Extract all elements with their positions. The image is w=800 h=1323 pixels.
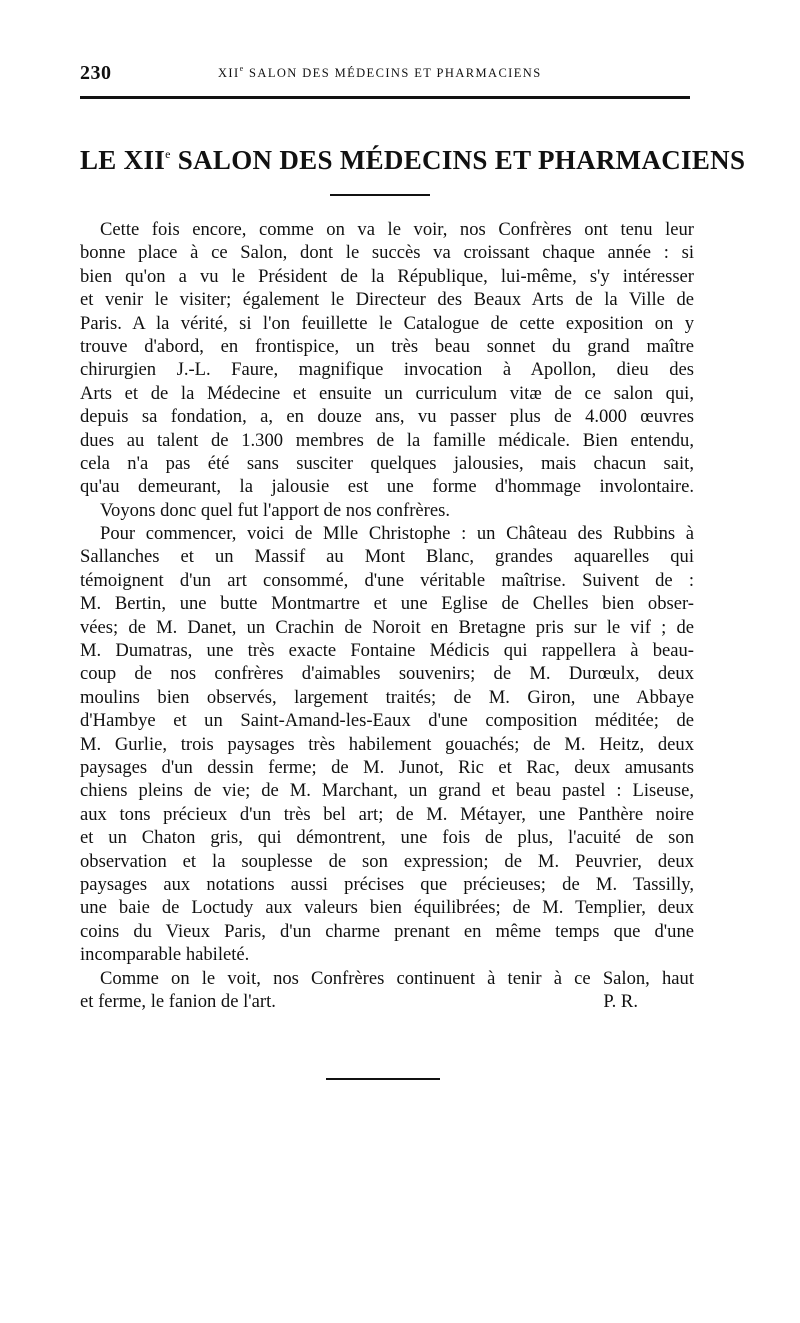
text-line: témoignent d'un art consommé, d'une véritable maîtrise. Suivent de : (80, 569, 694, 591)
text-line: trouve d'abord, en frontispice, un très beau sonnet du grand maître (80, 335, 694, 357)
text-line: et un Chaton gris, qui démontrent, une fois de plus, l'acuité de son (80, 827, 694, 849)
text-line: coins du Vieux Paris, d'un charme prenant en même temps que d'une (80, 920, 694, 942)
text-line: Voyons donc quel fut l'apport de nos confrères. (100, 499, 451, 521)
text-line: Paris. A la vérité, si l'on feuillette le Catalogue de cette exposition on y (80, 312, 694, 334)
text-line: d'Hambye et un Saint-Amand-les-Eaux d'une composition méditée; de (80, 710, 694, 732)
text-line: incomparable habileté. (80, 944, 250, 966)
article-title (80, 145, 746, 176)
article-title-rest: SALON DES MÉDECINS ET PHARMACIENS (170, 145, 746, 175)
text-line: bien qu'on a vu le Président de la République, lui-même, s'y intéresser (80, 265, 694, 287)
text-line: Cette fois encore, comme on va le voir, nos Confrères ont tenu leur (100, 219, 694, 240)
running-title-prefix: XII (218, 66, 240, 80)
running-head (80, 62, 690, 86)
text-line: chirurgien J.-L. Faure, magnifique invocation à Apollon, dieu des (80, 359, 694, 381)
text-line: aux tons précieux d'un très bel art; de M. Métayer, une Panthère noire (80, 803, 694, 825)
article-title-superscript: e (165, 147, 171, 161)
text-line: M. Bertin, une butte Montmartre et une Eglise de Chelles bien obser- (80, 593, 694, 615)
closing-text: et ferme, le fanion de l'art. (80, 990, 276, 1012)
text-line: coup de nos confrères d'aimables souvenirs; de M. Durœulx, deux (80, 663, 694, 685)
text-line: M. Dumatras, une très exacte Fontaine Médicis qui rappellera à beau- (80, 640, 694, 662)
title-rule (330, 194, 430, 196)
closing-line (80, 990, 694, 1013)
article-title-prefix: LE XII (80, 145, 166, 175)
text-line: Arts et de la Médecine et ensuite un curriculum vitæ de ce salon qui, (80, 382, 694, 404)
text-line: paysages d'un dessin ferme; de M. Junot, Ric et Rac, deux amusants (80, 756, 694, 778)
running-title-rest: SALON DES MÉDECINS ET PHARMACIENS (244, 66, 542, 80)
text-line: une baie de Loctudy aux valeurs bien équilibrées; de M. Templier, deux (80, 897, 694, 919)
text-line: dues au talent de 1.300 membres de la famille médicale. Bien entendu, (80, 429, 694, 451)
text-line: qu'au demeurant, la jalousie est une forme d'hommage involontaire. (80, 476, 694, 498)
text-line: Pour commencer, voici de Mlle Christophe : un Château des Rubbins à (100, 523, 694, 545)
text-line: vées; de M. Danet, un Crachin de Noroit en Bretagne pris sur le vif ; de (80, 616, 694, 638)
signature: P. R. (603, 990, 638, 1012)
text-line: cela n'a pas été sans susciter quelques jalousies, mais chacun sait, (80, 452, 694, 474)
running-title (218, 66, 542, 81)
text-line: depuis sa fondation, a, en douze ans, vu passer plus de 4.000 œuvres (80, 406, 694, 428)
text-line: M. Gurlie, trois paysages très habilement gouachés; de M. Heitz, deux (80, 733, 694, 755)
text-line: et venir le visiter; également le Directeur des Beaux Arts de la Ville de (80, 289, 694, 311)
header-rule (80, 96, 690, 99)
text-line: bonne place à ce Salon, dont le succès va croissant chaque année : si (80, 242, 694, 264)
text-line: moulins bien observés, largement traités; de M. Giron, une Abbaye (80, 686, 694, 708)
article-body (80, 218, 694, 1013)
text-line: paysages aux notations aussi précises que précieuses; de M. Tassilly, (80, 873, 694, 895)
end-rule (326, 1078, 440, 1080)
running-title-superscript: e (239, 64, 245, 73)
text-line: Comme on le voit, nos Confrères continuent à tenir à ce Salon, haut (100, 967, 694, 989)
text-line: chiens pleins de vie; de M. Marchant, un grand et beau pastel : Liseuse, (80, 780, 694, 802)
text-line: observation et la souplesse de son expression; de M. Peuvrier, deux (80, 850, 694, 872)
text-line: Sallanches et un Massif au Mont Blanc, grandes aquarelles qui (80, 546, 694, 568)
page-number: 230 (80, 62, 112, 84)
